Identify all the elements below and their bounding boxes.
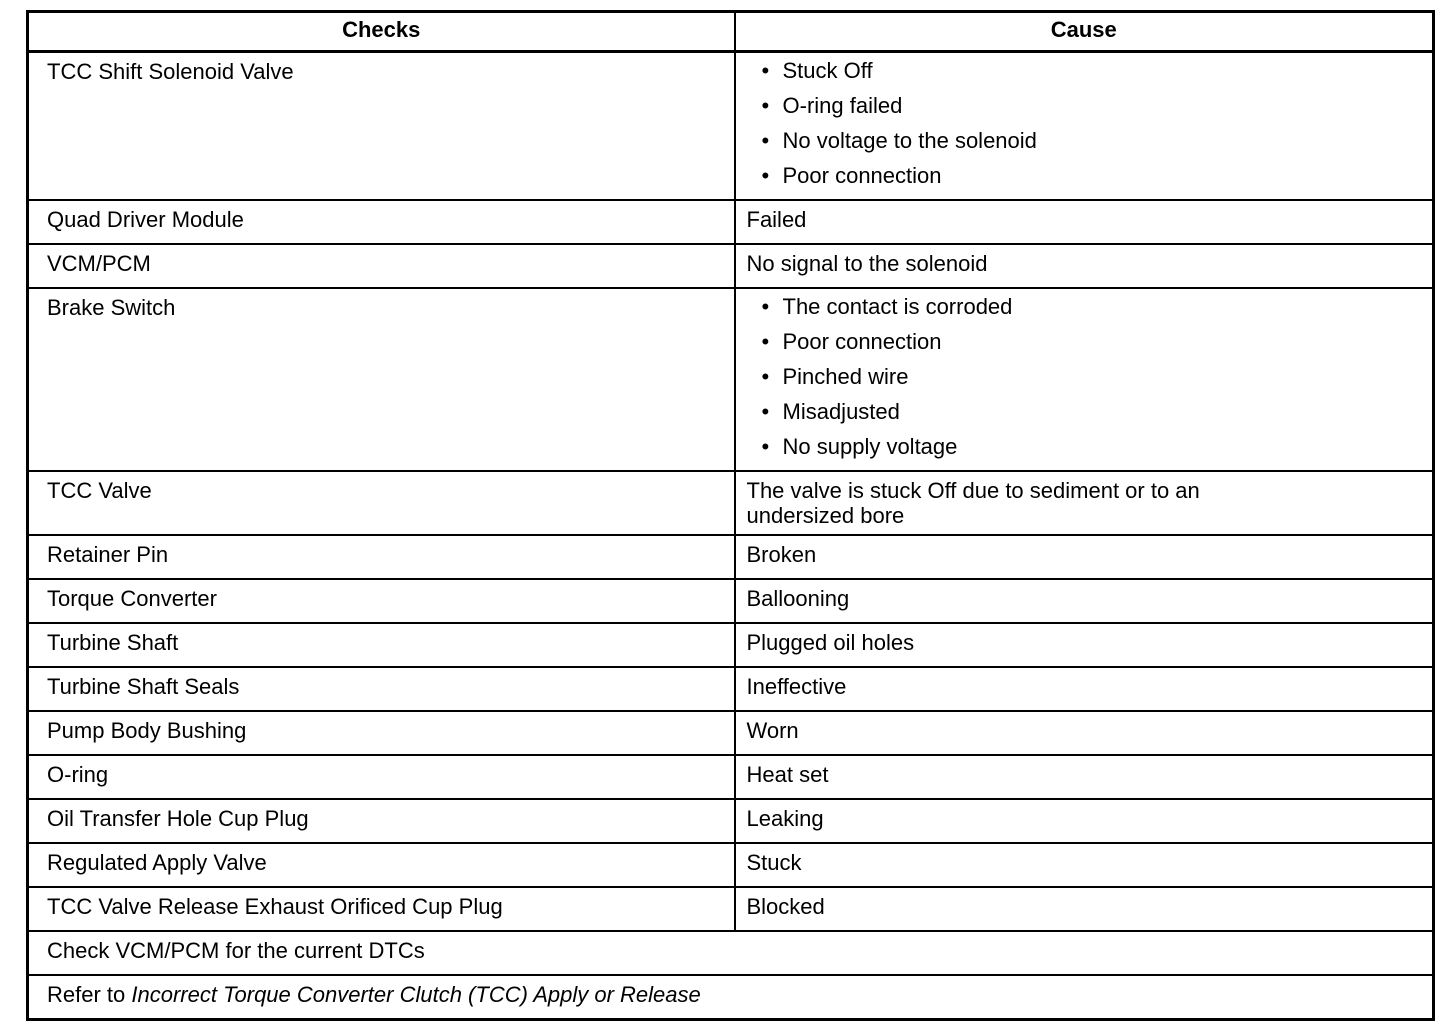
table-row <box>28 843 1434 887</box>
check-cell: Brake Switch <box>28 288 735 471</box>
table-row <box>28 755 1434 799</box>
table-row <box>28 711 1434 755</box>
column-header-cause: Cause <box>735 12 1434 52</box>
table-row <box>28 244 1434 288</box>
check-cell: Quad Driver Module <box>28 200 735 244</box>
cause-cell: Worn <box>735 711 1434 755</box>
list-item: • Pinched wire <box>783 365 1423 400</box>
list-item: • No supply voltage <box>783 435 1423 470</box>
cause-cell: Ballooning <box>735 579 1434 623</box>
footer-row-refer <box>28 975 1434 1020</box>
list-item: • Poor connection <box>783 330 1423 365</box>
check-cell: Regulated Apply Valve <box>28 843 735 887</box>
check-cell: TCC Shift Solenoid Valve <box>28 52 735 201</box>
check-cell: Torque Converter <box>28 579 735 623</box>
header-row <box>28 12 1434 52</box>
check-cell: Turbine Shaft <box>28 623 735 667</box>
cause-cell: Ineffective <box>735 667 1434 711</box>
cause-cell: No signal to the solenoid <box>735 244 1434 288</box>
cause-list <box>747 295 1423 470</box>
column-header-checks: Checks <box>28 12 735 52</box>
check-cell: O-ring <box>28 755 735 799</box>
cause-cell <box>735 288 1434 471</box>
list-item: • O-ring failed <box>783 94 1423 129</box>
table-row <box>28 52 1434 201</box>
refer-prefix: Refer to <box>47 982 126 1007</box>
list-item: • No voltage to the solenoid <box>783 129 1423 164</box>
table-row <box>28 200 1434 244</box>
cause-cell: Stuck <box>735 843 1434 887</box>
check-cell: Turbine Shaft Seals <box>28 667 735 711</box>
cause-list <box>747 59 1423 199</box>
check-cell: Pump Body Bushing <box>28 711 735 755</box>
table-row <box>28 471 1434 535</box>
table-row <box>28 288 1434 471</box>
refer-note <box>28 975 1434 1020</box>
table-row <box>28 535 1434 579</box>
check-cell: Oil Transfer Hole Cup Plug <box>28 799 735 843</box>
table-row <box>28 623 1434 667</box>
list-item: • Poor connection <box>783 164 1423 199</box>
cause-cell: Heat set <box>735 755 1434 799</box>
cause-cell: Plugged oil holes <box>735 623 1434 667</box>
cause-cell: Broken <box>735 535 1434 579</box>
cause-cell: Blocked <box>735 887 1434 931</box>
table-row <box>28 799 1434 843</box>
footer-row-dtc <box>28 931 1434 975</box>
check-cell: Retainer Pin <box>28 535 735 579</box>
check-cell: VCM/PCM <box>28 244 735 288</box>
diagnostic-table <box>26 10 1435 1021</box>
cause-cell: Leaking <box>735 799 1434 843</box>
check-cell: TCC Valve <box>28 471 735 535</box>
cause-cell: Failed <box>735 200 1434 244</box>
table-row <box>28 887 1434 931</box>
refer-link-title[interactable]: Incorrect Torque Converter Clutch (TCC) Apply or Release <box>131 982 701 1007</box>
list-item: • Stuck Off <box>783 59 1423 94</box>
table-row <box>28 579 1434 623</box>
check-cell: TCC Valve Release Exhaust Orificed Cup Plug <box>28 887 735 931</box>
list-item: • The contact is corroded <box>783 295 1423 330</box>
dtc-note: Check VCM/PCM for the current DTCs <box>28 931 1434 975</box>
list-item: • Misadjusted <box>783 400 1423 435</box>
cause-cell: The valve is stuck Off due to sediment or to an undersized bore <box>735 471 1434 535</box>
cause-cell <box>735 52 1434 201</box>
table-row <box>28 667 1434 711</box>
